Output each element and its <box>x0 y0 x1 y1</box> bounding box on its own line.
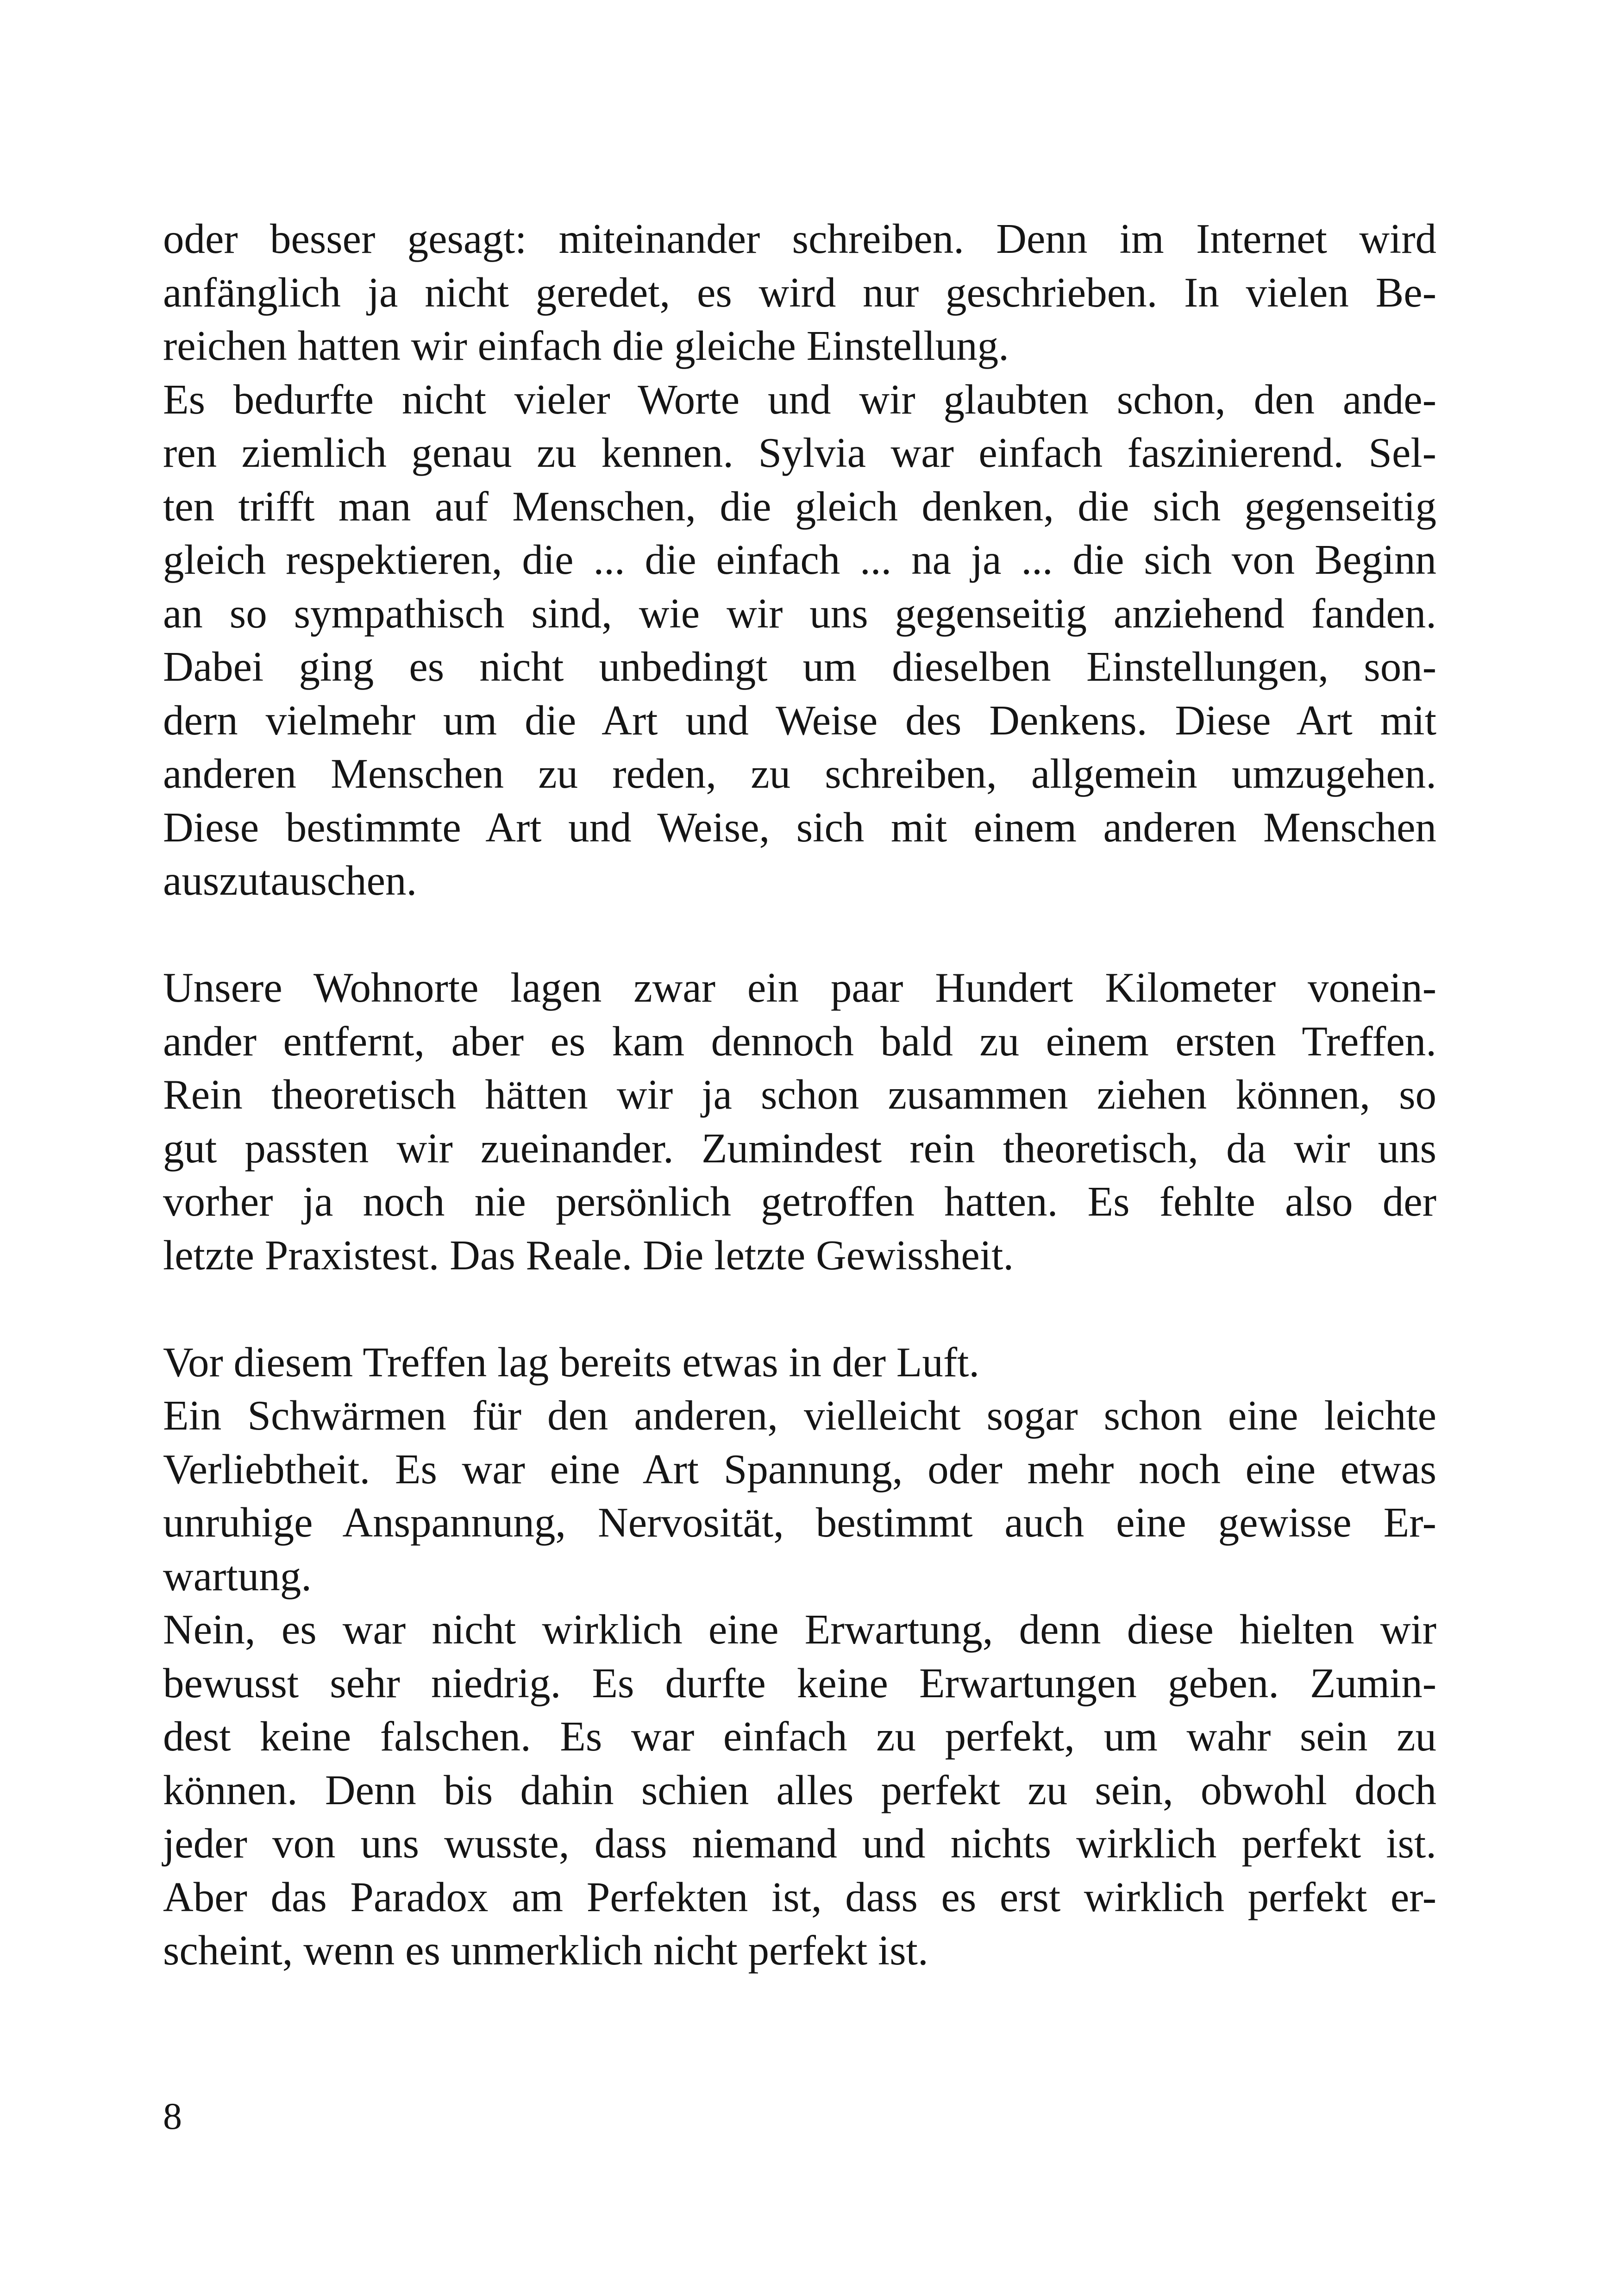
text-line: bewusst sehr niedrig. Es durfte keine Erwartungen geben. Zumin- <box>163 1659 1436 1706</box>
text-line: Unsere Wohnorte lagen zwar ein paar Hundert Kilometer vonein- <box>163 964 1436 1011</box>
text-line: ander entfernt, aber es kam dennoch bald zu einem ersten Treffen. <box>163 1017 1436 1065</box>
text-line: an so sympathisch sind, wie wir uns gegenseitig anziehend fanden. <box>163 590 1436 637</box>
body-text <box>163 212 1436 1977</box>
text-line: anderen Menschen zu reden, zu schreiben, allgemein umzugehen. <box>163 750 1436 797</box>
text-line: Aber das Paradox am Perfekten ist, dass es erst wirklich perfekt er- <box>163 1873 1436 1920</box>
paragraph <box>163 961 1436 1282</box>
text-line: ren ziemlich genau zu kennen. Sylvia war einfach faszinierend. Sel- <box>163 429 1436 476</box>
text-line: reichen hatten wir einfach die gleiche Einstellung. <box>163 322 1009 369</box>
paragraph <box>163 1603 1436 1977</box>
text-line: Nein, es war nicht wirklich eine Erwartung, denn diese hielten wir <box>163 1606 1436 1653</box>
text-line: gleich respektieren, die ... die einfach ... na ja ... die sich von Beginn <box>163 536 1436 583</box>
text-line: Verliebtheit. Es war eine Art Spannung, oder mehr noch eine etwas <box>163 1445 1436 1493</box>
text-line: Rein theoretisch hätten wir ja schon zusammen ziehen können, so <box>163 1071 1436 1118</box>
text-line: vorher ja noch nie persönlich getroffen hatten. Es fehlte also der <box>163 1178 1436 1225</box>
paragraph <box>163 1336 1436 1389</box>
text-line: dern vielmehr um die Art und Weise des Denkens. Diese Art mit <box>163 696 1436 744</box>
text-line: oder besser gesagt: miteinander schreiben. Denn im Internet wird <box>163 215 1436 262</box>
text-line: auszutauschen. <box>163 857 417 904</box>
text-line: Ein Schwärmen für den anderen, vielleicht sogar schon eine leichte <box>163 1392 1436 1439</box>
text-line: jeder von uns wusste, dass niemand und nichts wirklich perfekt ist. <box>163 1820 1436 1867</box>
text-line: unruhige Anspannung, Nervosität, bestimmt auch eine gewisse Er- <box>163 1499 1436 1546</box>
text-line: letzte Praxistest. Das Reale. Die letzte Gewissheit. <box>163 1231 1014 1279</box>
paragraph-gap <box>163 1282 1436 1336</box>
text-line: gut passten wir zueinander. Zumindest rein theoretisch, da wir uns <box>163 1124 1436 1172</box>
paragraph <box>163 373 1436 908</box>
text-line: ten trifft man auf Menschen, die gleich denken, die sich gegenseitig <box>163 483 1436 530</box>
page-number: 8 <box>163 2095 182 2137</box>
text-line: können. Denn bis dahin schien alles perfekt zu sein, obwohl doch <box>163 1766 1436 1813</box>
text-line: wartung. <box>163 1552 312 1600</box>
text-line: anfänglich ja nicht geredet, es wird nur geschrieben. In vielen Be- <box>163 269 1436 316</box>
paragraph <box>163 1389 1436 1603</box>
paragraph-gap <box>163 908 1436 961</box>
text-line: Dabei ging es nicht unbedingt um dieselben Einstellungen, son- <box>163 643 1436 690</box>
text-line: dest keine falschen. Es war einfach zu perfekt, um wahr sein zu <box>163 1713 1436 1760</box>
text-line: Diese bestimmte Art und Weise, sich mit einem anderen Menschen <box>163 803 1436 851</box>
paragraph <box>163 212 1436 373</box>
text-line: Es bedurfte nicht vieler Worte und wir glaubten schon, den ande- <box>163 376 1436 423</box>
text-line: Vor diesem Treffen lag bereits etwas in der Luft. <box>163 1338 980 1386</box>
text-line: scheint, wenn es unmerklich nicht perfekt ist. <box>163 1927 928 1974</box>
